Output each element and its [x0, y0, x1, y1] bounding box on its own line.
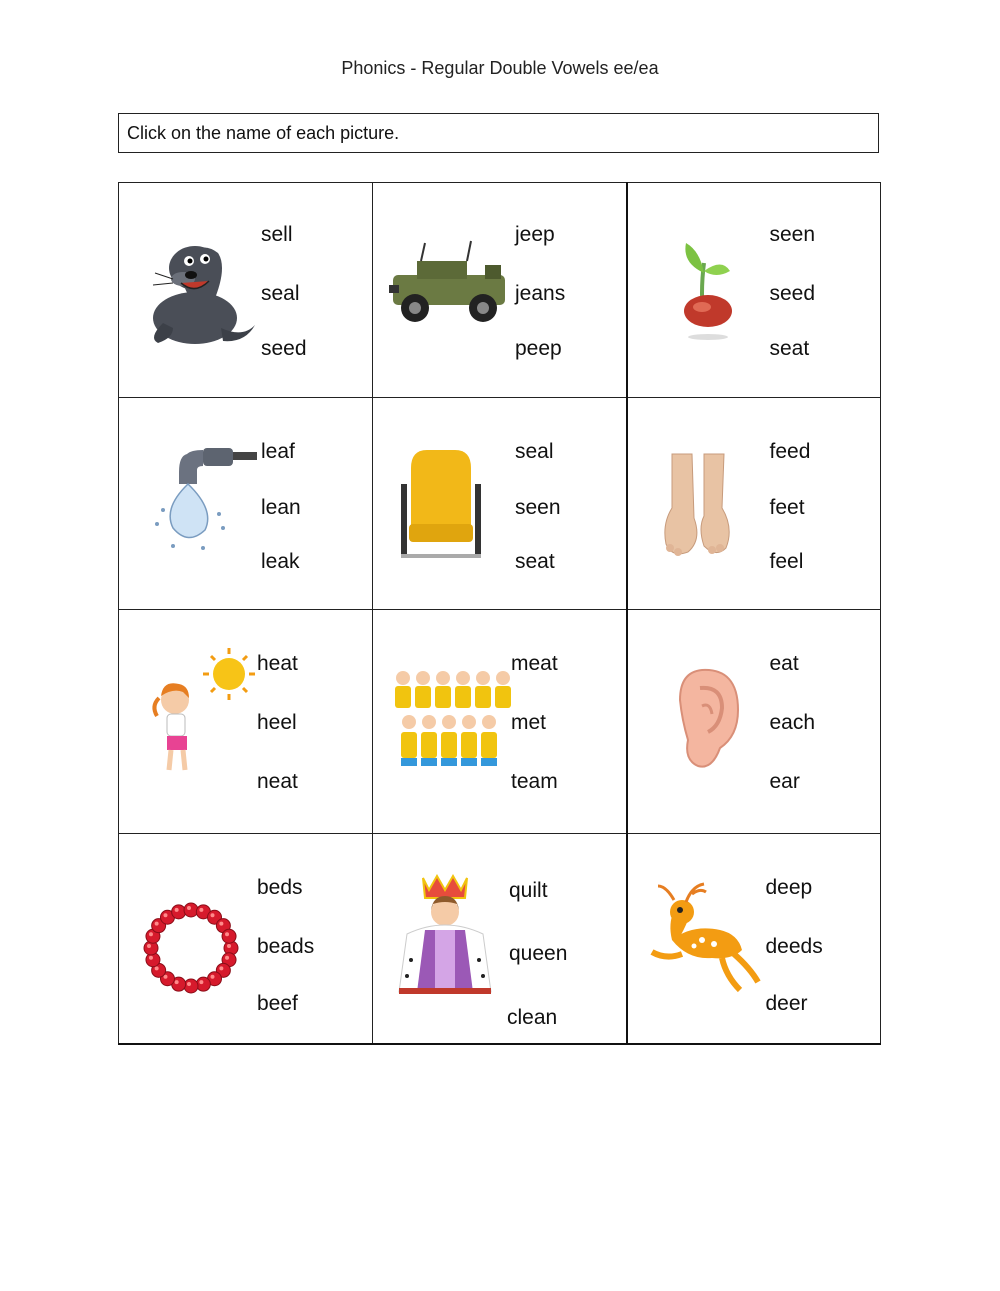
bead-highlight [225, 932, 229, 936]
beads-icon [133, 864, 263, 1014]
word-option[interactable]: heat [257, 652, 298, 675]
deer-icon [642, 864, 772, 1014]
cell-team [373, 610, 627, 834]
queen-icon [387, 864, 517, 1014]
instructions-box [118, 113, 879, 153]
word-option[interactable]: seed [261, 337, 307, 360]
word-option[interactable]: jeans [515, 282, 566, 305]
bead-highlight [175, 908, 179, 912]
word-option[interactable]: beef [257, 992, 298, 1015]
word-option[interactable]: sell [261, 223, 293, 246]
word-option[interactable]: quilt [509, 879, 548, 902]
word-option[interactable]: seal [261, 282, 300, 305]
hot-girl-sun-icon [133, 640, 263, 790]
word-option[interactable]: seal [515, 440, 554, 463]
grid-row-2 [119, 398, 881, 610]
word-option[interactable]: jeep [515, 223, 555, 246]
bead [184, 903, 198, 917]
word-option[interactable]: clean [507, 1006, 558, 1029]
word-option[interactable]: leak [261, 550, 300, 573]
word-option[interactable]: feet [769, 496, 805, 519]
cell-ear [627, 610, 881, 834]
cell-beads [119, 834, 373, 1045]
team-icon [387, 640, 517, 790]
word-option[interactable]: queen [509, 942, 568, 965]
word-option[interactable]: each [769, 711, 816, 734]
word-option[interactable]: met [511, 711, 547, 734]
word-option[interactable]: deeds [765, 935, 823, 958]
bead-highlight [187, 906, 191, 910]
bead-highlight [155, 922, 159, 926]
word-option[interactable]: seen [769, 223, 816, 246]
bead-highlight [187, 982, 191, 986]
word-picture-grid [118, 182, 881, 1045]
cell-leak [119, 398, 373, 610]
bead-highlight [163, 913, 167, 917]
cell-seat [373, 398, 627, 610]
instructions-text: Click on the name of each picture. [127, 123, 400, 143]
word-option[interactable]: leaf [261, 440, 295, 463]
word-option[interactable]: seen [515, 496, 561, 519]
page-title: Phonics - Regular Double Vowels ee/ea [341, 58, 659, 78]
bead-highlight [225, 956, 229, 960]
word-option[interactable]: feed [769, 440, 811, 463]
bead-highlight [219, 922, 223, 926]
cell-feet [627, 398, 881, 610]
seal-icon [133, 213, 263, 363]
seat-icon [387, 428, 517, 578]
bead-highlight [219, 966, 223, 970]
bead-highlight [211, 913, 215, 917]
cell-heat [119, 610, 373, 834]
grid-row-3 [119, 610, 881, 834]
bead [196, 977, 210, 991]
word-option[interactable]: neat [257, 770, 298, 793]
cell-seed [627, 183, 881, 398]
leaking-tap-icon [133, 428, 263, 578]
word-option[interactable]: deer [765, 992, 808, 1015]
word-option[interactable]: feel [769, 550, 804, 573]
word-option[interactable]: meat [511, 652, 558, 675]
word-option[interactable]: eat [769, 652, 799, 675]
bead-highlight [199, 980, 203, 984]
bead-highlight [175, 980, 179, 984]
word-option[interactable]: lean [261, 496, 301, 519]
word-option[interactable]: seat [769, 337, 810, 360]
bead-highlight [147, 944, 151, 948]
bead-highlight [211, 975, 215, 979]
bead-highlight [149, 956, 153, 960]
word-option[interactable]: beds [257, 876, 303, 899]
word-option[interactable]: ear [769, 770, 800, 793]
cell-deer [627, 834, 881, 1045]
bead-highlight [149, 932, 153, 936]
word-option[interactable]: peep [515, 337, 562, 360]
ear-icon [642, 640, 772, 790]
bead [222, 929, 236, 943]
word-option[interactable]: team [511, 770, 558, 793]
bead-highlight [199, 908, 203, 912]
bead-highlight [227, 944, 231, 948]
seed-icon [642, 213, 772, 363]
cell-jeep [373, 183, 627, 398]
word-option[interactable]: heel [257, 711, 297, 734]
grid-row-1 [119, 183, 881, 398]
bead-highlight [155, 966, 159, 970]
jeep-icon [387, 213, 517, 363]
word-option[interactable]: seed [769, 282, 816, 305]
cell-queen [373, 834, 627, 1045]
word-option[interactable]: beads [257, 935, 315, 958]
word-option[interactable]: deep [765, 876, 813, 899]
feet-icon [642, 428, 772, 578]
cell-seal [119, 183, 373, 398]
bead [172, 905, 186, 919]
grid-row-4 [119, 834, 881, 1045]
bead [184, 979, 198, 993]
word-option[interactable]: seat [515, 550, 555, 573]
